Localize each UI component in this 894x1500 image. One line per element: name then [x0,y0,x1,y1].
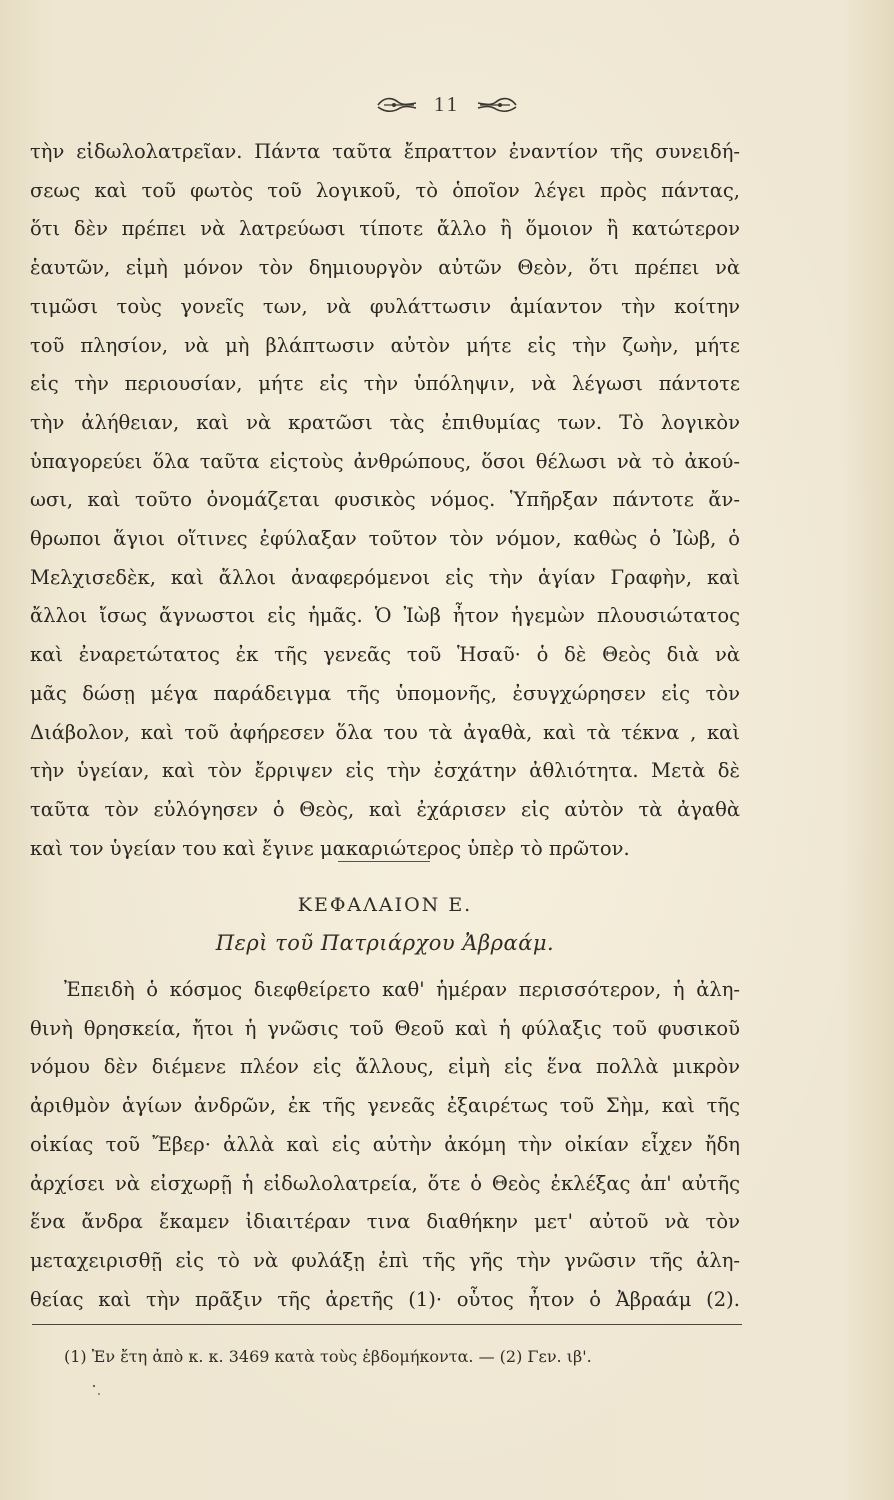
text-line: ὑπαγορεύει ὅλα ταῦτα εἰςτοὺς ἀνθρώπους, ὅσοι θέλωσι νὰ τὸ ἀκού- [30,449,740,473]
text-line: ταῦτα τὸν εὐλόγησεν ὁ Θεὸς, καὶ ἐχάρισεν εἰς αὐτὸν τὰ ἀγαθὰ [30,797,740,821]
text-line: ἀρχίσει νὰ εἰσχωρῇ ἡ εἰδωλολατρεία, ὅτε ὁ Θεὸς ἐκλέξας ἀπ' αὐτῆς [30,1171,740,1195]
paper-specks [90,1380,110,1400]
text-line: οἰκίας τοῦ Ἔβερ· ἀλλὰ καὶ εἰς αὐτὴν ἀκόμη τὴν οἰκίαν εἶχεν ἤδη [30,1132,740,1156]
text-line: νόμου δὲν διέμενε πλέον εἰς ἄλλους, εἰμὴ εἰς ἕνα πολλὰ μικρὸν [30,1055,740,1079]
text-line: τὴν εἰδωλολατρεῖαν. Πάντα ταῦτα ἔπραττον ἐναντίον τῆς συνειδή- [30,140,740,163]
left-ornament-icon [374,94,420,116]
text-line: θείας καὶ τὴν πρᾶξιν τῆς ἀρετῆς (1)· οὗτος ἦτον ὁ Ἀβραάμ (2). [30,1287,740,1311]
footnote: (1) Ἐν ἔτη ἀπὸ κ. κ. 3469 κατὰ τοὺς ἑβδομήκοντα. — (2) Γεν. ιβ'. [64,1347,592,1366]
text-line: ἄλλοι ἴσως ἄγνωστοι εἰς ἡμᾶς. Ὁ Ἰὼβ ἦτον ἡγεμὼν πλουσιώτατος [30,604,740,628]
text-line: Μελχισεδὲκ, καὶ ἄλλοι ἀναφερόμενοι εἰς τὴν ἁγίαν Γραφὴν, καὶ [30,565,740,589]
text-line: ἕνα ἄνδρα ἔκαμεν ἰδιαιτέραν τινα διαθήκην μετ' αὐτοῦ νὰ τὸν [30,1210,740,1234]
text-line: θρωποι ἅγιοι οἵτινες ἐφύλαξαν τοῦτον τὸν νόμον, καθὼς ὁ Ἰὼβ, ὁ [30,527,740,551]
section-divider [338,861,430,862]
text-line: μᾶς δώσῃ μέγα παράδειγμα τῆς ὑπομονῆς, ἐσυγχώρησεν εἰς τὸν [30,681,740,705]
right-ornament-icon [474,94,520,116]
paragraph-1 [30,133,740,868]
chapter-title: ΚΕΦΑΛΑΙΟΝ Ε. [297,894,473,916]
text-line: Διάβολον, καὶ τοῦ ἀφήρεσεν ὅλα του τὰ ἀγαθὰ, καὶ τὰ τέκνα , καὶ [30,720,740,744]
text-line: σεως καὶ τοῦ φωτὸς τοῦ λογικοῦ, τὸ ὁποῖον λέγει πρὸς πάντας, [30,178,740,202]
text-line: ὅτι δὲν πρέπει νὰ λατρεύωσι τίποτε ἄλλο ἢ ὅμοιον ἢ κατώτερον [30,217,740,241]
text-line: τιμῶσι τοὺς γονεῖς των, νὰ φυλάττωσιν ἀμίαντον τὴν κοίτην [30,294,740,318]
page-header [0,92,894,117]
text-line: Ἐπειδὴ ὁ κόσμος διεφθείρετο καθ' ἡμέραν περισσότερον, ἡ ἀλη- [64,978,740,1001]
text-line: καὶ ἐναρετώτατος ἐκ τῆς γενεᾶς τοῦ Ἡσαῦ· ὁ δὲ Θεὸς διὰ νὰ [30,643,740,667]
text-line: μεταχειρισθῇ εἰς τὸ νὰ φυλάξῃ ἐπὶ τῆς γῆς τὴν γνῶσιν τῆς ἀλη- [30,1248,740,1272]
text-line: ἀριθμὸν ἁγίων ἀνδρῶν, ἐκ τῆς γενεᾶς ἐξαιρέτως τοῦ Σὴμ, καὶ τῆς [30,1094,740,1118]
text-line: τοῦ πλησίον, νὰ μὴ βλάπτωσιν αὐτὸν μήτε εἰς τὴν ζωὴν, μήτε [30,333,740,357]
chapter-subtitle: Περὶ τοῦ Πατριάρχου Ἀβραάμ. [215,931,555,955]
text-line: τὴν ὑγείαν, καὶ τὸν ἔρριψεν εἰς τὴν ἐσχάτην ἀθλιότητα. Μετὰ δὲ [30,759,740,783]
paragraph-2 [30,971,740,1319]
text-line: ἑαυτῶν, εἰμὴ μόνον τὸν δημιουργὸν αὐτῶν Θεὸν, ὅτι πρέπει νὰ [30,256,740,280]
text-line: εἰς τὴν περιουσίαν, μήτε εἰς τὴν ὑπόληψιν, νὰ λέγωσι πάντοτε [30,372,740,396]
text-line: τὴν ἀλήθειαν, καὶ νὰ κρατῶσι τὰς ἐπιθυμίας των. Τὸ λογικὸν [30,410,740,434]
text-line: ωσι, καὶ τοῦτο ὀνομάζεται φυσικὸς νόμος. Ὑπῆρξαν πάντοτε ἄν- [30,488,740,512]
page-number: 11 [433,92,461,116]
text-line: καὶ τον ὑγείαν του καὶ ἔγινε μακαριώτερος ὑπὲρ τὸ πρῶτον. [30,836,630,860]
text-line: θινὴ θρησκεία, ἤτοι ἡ γνῶσις τοῦ Θεοῦ καὶ ἡ φύλαξις τοῦ φυσικοῦ [30,1016,740,1040]
footnote-rule [32,1324,742,1325]
